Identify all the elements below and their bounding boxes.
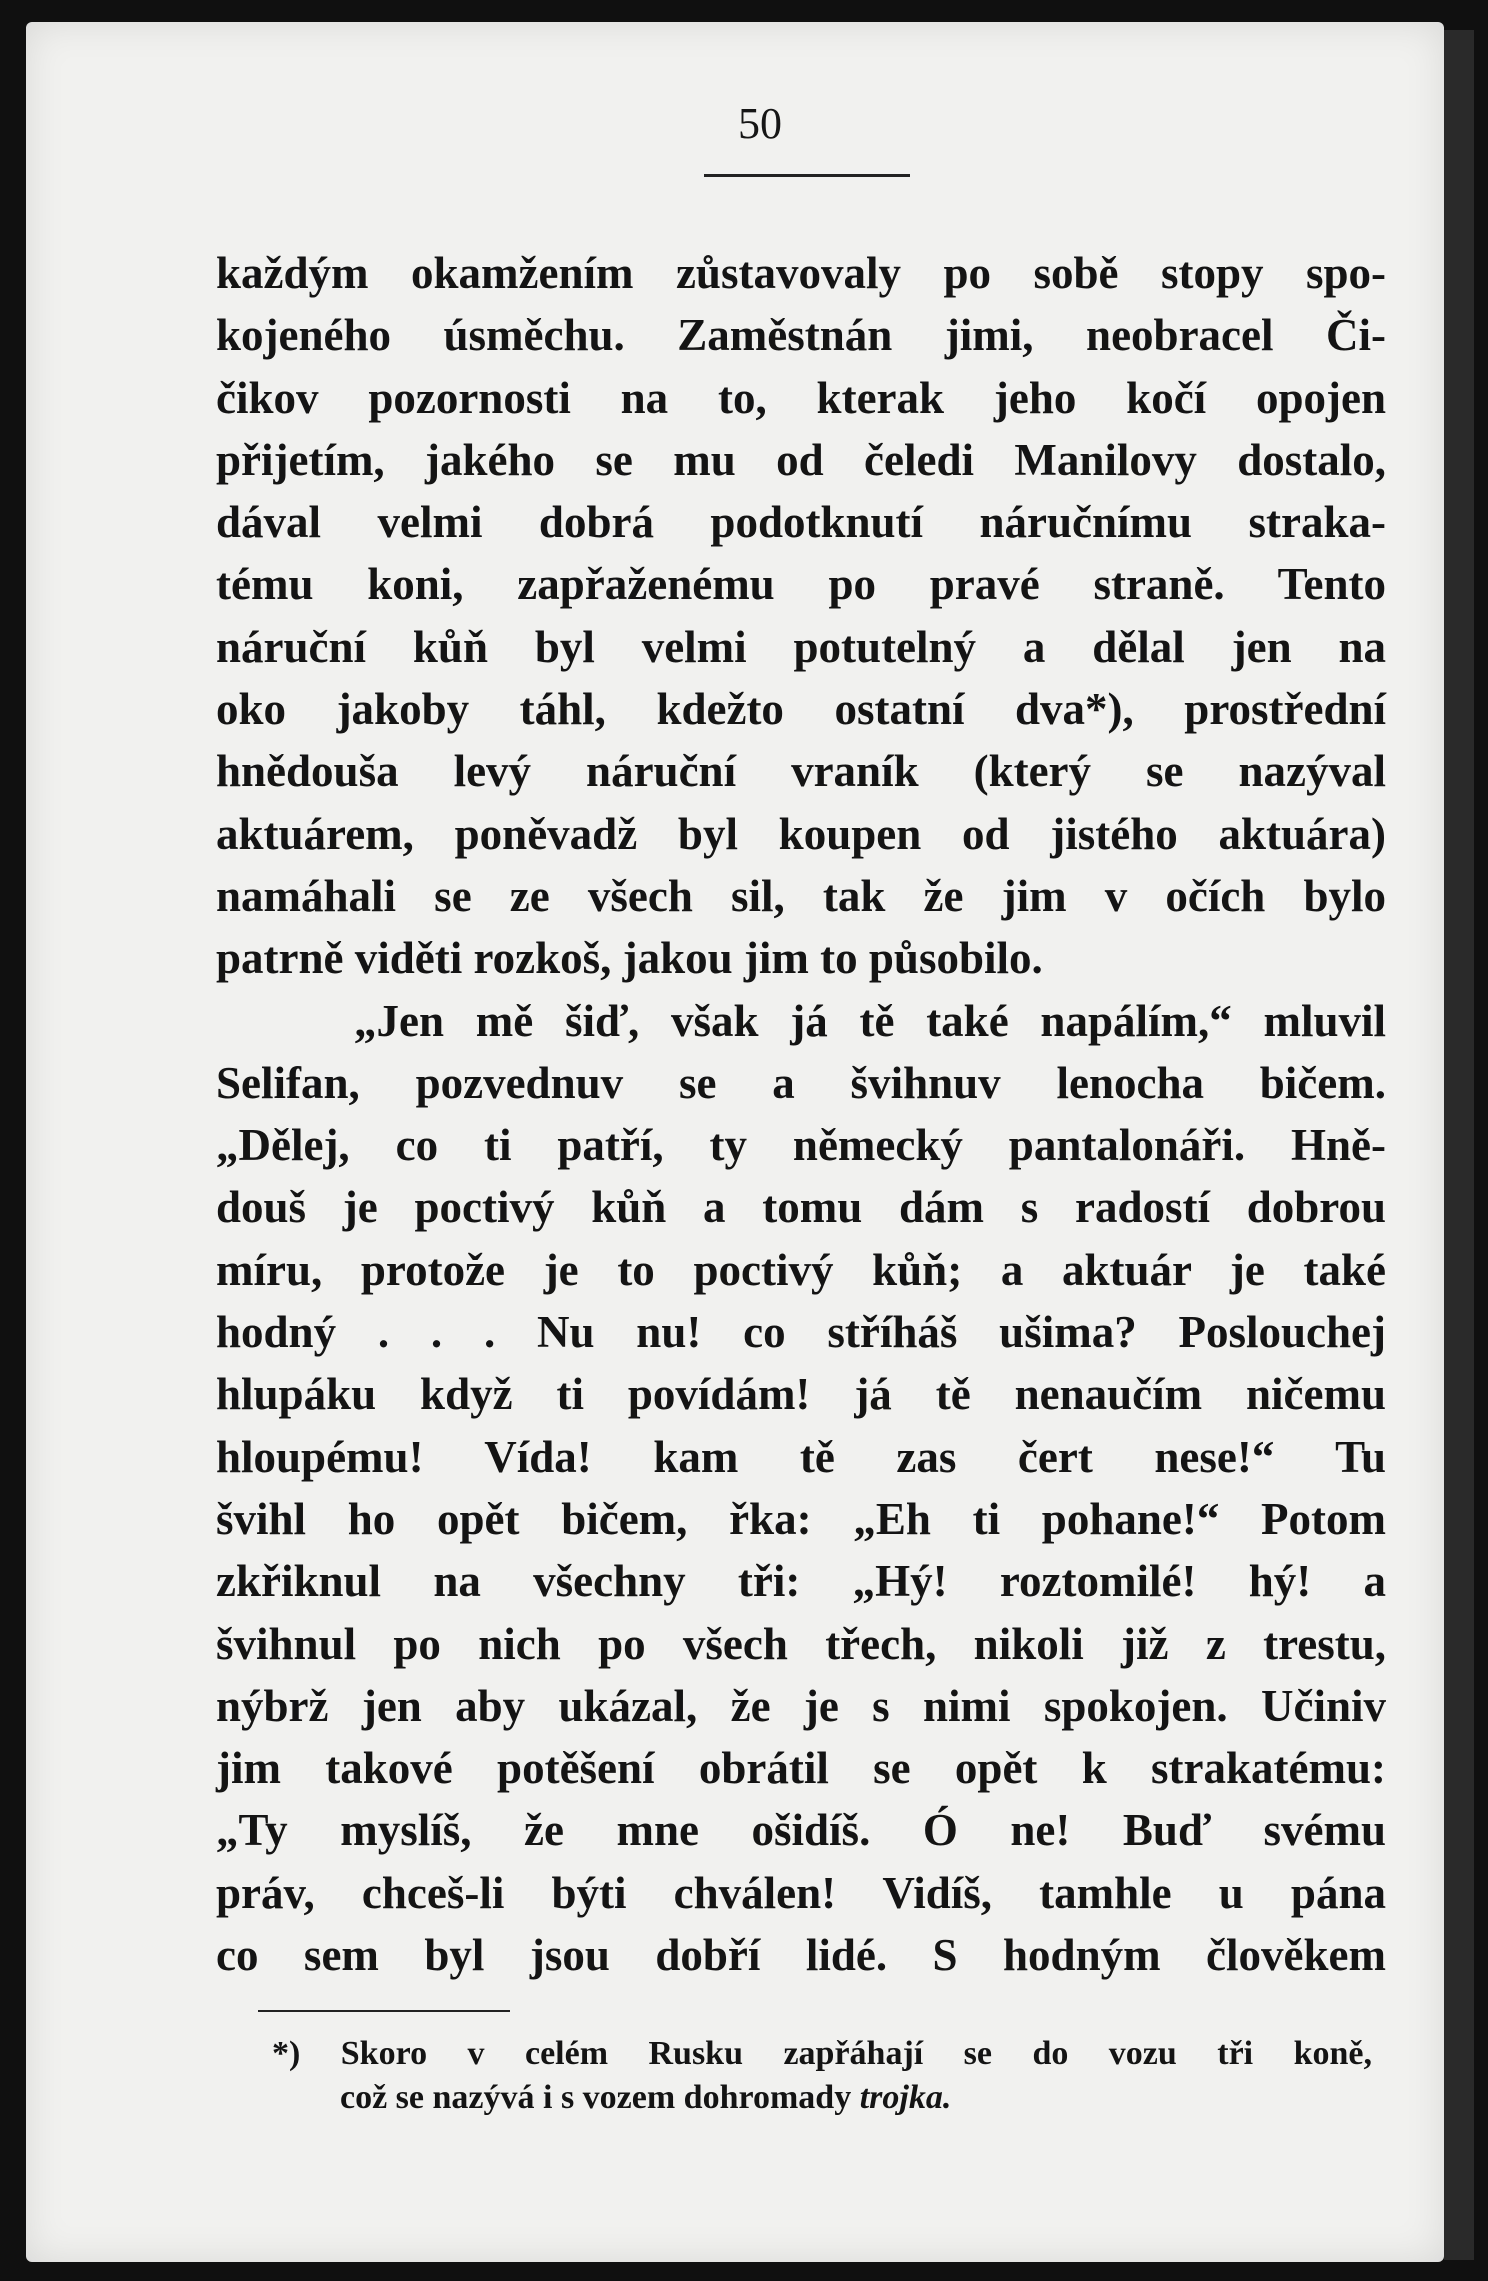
text-line: oko jakoby táhl, kdežto ostatní dva*), prostřední: [216, 684, 1386, 735]
body-text: [216, 242, 1386, 1986]
footnote-rule: [258, 2010, 510, 2012]
text-line: Selifan, pozvednuv se a švihnuv lenocha bičem.: [216, 1057, 1386, 1108]
text-line: práv, chceš-li býti chválen! Vidíš, tamhle u pána: [216, 1867, 1386, 1918]
text-line: patrně viděti rozkoš, jakou jim to působilo.: [216, 933, 1043, 984]
text-line: „Ty myslíš, že mne ošidíš. Ó ne! Buď svému: [216, 1805, 1386, 1856]
text-line: hnědouša levý náruční vraník (který se nazýval: [216, 746, 1386, 797]
text-line: zkřiknul na všechny tři: „Hý! roztomilé! hý! a: [216, 1556, 1386, 1607]
text-line: dával velmi dobrá podotknutí náručnímu straka-: [216, 497, 1386, 548]
text-line: jim takové potěšení obrátil se opět k strakatému:: [216, 1743, 1386, 1794]
text-line: hloupému! Vída! kam tě zas čert nese!“ Tu: [216, 1431, 1386, 1482]
book-page: [26, 22, 1444, 2262]
text-line: čikov pozornosti na to, kterak jeho kočí opojen: [216, 372, 1386, 423]
text-line: co sem byl jsou dobří lidé. S hodným člověkem: [216, 1930, 1386, 1981]
text-line: švihnul po nich po všech třech, nikoli již z trestu,: [216, 1618, 1386, 1669]
header-rule: [704, 174, 910, 177]
footnote-text: což se nazývá i s vozem dohromady: [340, 2079, 860, 2116]
text-line: douš je poctivý kůň a tomu dám s radostí dobrou: [216, 1182, 1386, 1233]
text-line: kojeného úsměchu. Zaměstnán jimi, neobracel Či-: [216, 310, 1386, 361]
footnote-term: trojka.: [859, 2079, 952, 2116]
footnote-line: *) Skoro v celém Rusku zapřáhají se do vozu tři koně,: [272, 2035, 1372, 2072]
footnote-line: [272, 2076, 1372, 2120]
text-line: „Jen mě šiď, však já tě také napálím,“ mluvil: [354, 995, 1386, 1046]
text-line: namáhali se ze všech sil, tak že jim v očích bylo: [216, 870, 1386, 921]
text-line: „Dělej, co ti patří, ty německý pantalonáři. Hně-: [216, 1120, 1386, 1171]
text-line: aktuárem, poněvadž byl koupen od jistého aktuára): [216, 808, 1386, 859]
page-number: 50: [738, 99, 782, 148]
text-line: přijetím, jakého se mu od čeledi Manilovy dostalo,: [216, 434, 1386, 485]
text-line: každým okamžením zůstavovaly po sobě stopy spo-: [216, 248, 1386, 298]
footnote: [272, 2032, 1372, 2120]
text-line: hodný . . . Nu nu! co stříháš ušima? Poslouchej: [216, 1307, 1386, 1358]
text-line: náruční kůň byl velmi potutelný a dělal jen na: [216, 621, 1386, 672]
page-edge-shadow: [1444, 30, 1474, 2260]
text-line: míru, protože je to poctivý kůň; a aktuár je také: [216, 1244, 1386, 1295]
text-line: tému koni, zapřaženému po pravé straně. Tento: [216, 559, 1386, 610]
text-line: švihl ho opět bičem, řka: „Eh ti pohane!“ Potom: [216, 1493, 1386, 1544]
text-line: hlupáku když ti povídám! já tě nenaučím ničemu: [216, 1369, 1386, 1420]
text-line: nýbrž jen aby ukázal, že je s nimi spokojen. Učiniv: [216, 1680, 1386, 1731]
